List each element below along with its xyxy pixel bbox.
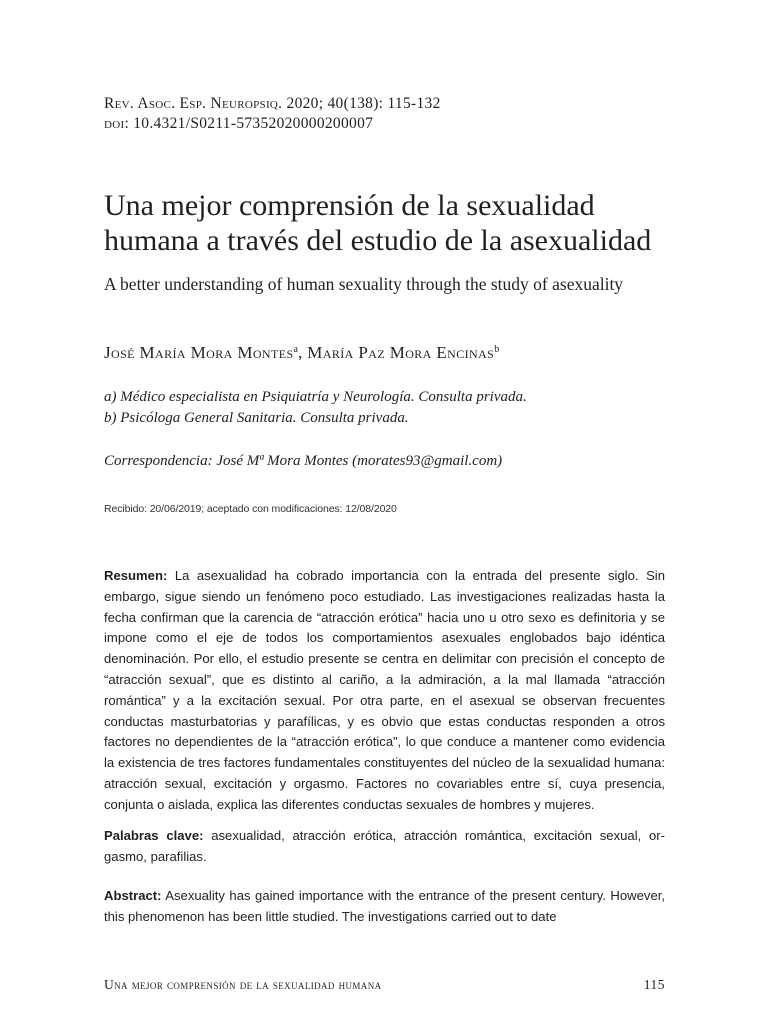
author-mark: a xyxy=(293,344,298,355)
journal-reference: Rev. Asoc. Esp. Neuropsiq. 2020; 40(138): 115-132 xyxy=(104,95,441,112)
doi-line: doi: 10.4321/S0211-57352020000200007 xyxy=(104,115,374,132)
author-list xyxy=(104,343,499,363)
correspondence: Correspondencia: José Mª Mora Montes (morates93@gmail.com) xyxy=(104,453,503,469)
received-dates: Recibido: 20/06/2019; aceptado con modificaciones: 12/08/2020 xyxy=(104,503,397,515)
resumen-paragraph xyxy=(104,566,665,816)
running-title: Una mejor comprensión de la sexualidad humana xyxy=(104,977,382,992)
author-separator: , xyxy=(297,343,308,362)
page-number: 115 xyxy=(643,977,665,992)
affiliation: a) Médico especialista en Psiquiatría y Neurología. Consulta privada. xyxy=(104,389,527,405)
article-page xyxy=(104,0,665,1024)
affiliation: b) Psicóloga General Sanitaria. Consulta privada. xyxy=(104,410,409,426)
author-mark: b xyxy=(494,344,500,355)
abstract-label: Abstract: xyxy=(104,888,162,903)
author-name: José María Mora Montes xyxy=(104,343,294,362)
abstract-paragraph xyxy=(104,886,665,928)
resumen-text: La asexualidad ha cobrado importancia con la entrada del presente siglo. Sin embargo, sigue siendo un fenómeno poco estudiado. Las investigaciones realizadas hasta la fecha confirman que la carencia de “atracción erótica” hacia uno u otro sexo es definitoria y se impone como el eje de todos los comportamientos asexuales englobados bajo idéntica denominación. Por ello, el estudio presente se centra en delimitar con precisión el concepto de “atracción sexual”, que es distinto al cariño, a la admiración, a la mal llamada “atracción romántica” y a la excitación sexual. Por otra parte, en el asexual se observan frecuentes conductas masturbatorias y parafílicas, y es obvio que estas conductas responden a otros factores no dependientes de la “atracción erótica”, lo que conduce a mantener como evidencia la existencia de tres factores fundamentales constituyentes del núcleo de la sexualidad humana: atracción sexual, excitación y orgasmo. Factores no covariables entre sí, cuya presencia, conjunta o aislada, explica las diferentes conductas sexuales de hombres y mujeres. xyxy=(104,568,665,812)
resumen-label: Resumen: xyxy=(104,568,168,583)
abstract-text: Asexuality has gained importance with the entrance of the present century. However, this phenomenon has been little studied. The investigations carried out to date xyxy=(104,888,665,924)
keywords-paragraph xyxy=(104,826,665,868)
article-subtitle: A better understanding of human sexuality through the study of asexuality xyxy=(104,274,624,294)
article-title: Una mejor comprensión de la sexualidad humana a través del estudio de la asexualidad xyxy=(104,189,652,257)
author-name: María Paz Mora Encinas xyxy=(307,343,495,362)
keywords-text: asexualidad, atracción erótica, atracción romántica, excitación sexual, orgasmo, parafilias. xyxy=(104,828,665,864)
keywords-label: Palabras clave: xyxy=(104,828,204,843)
